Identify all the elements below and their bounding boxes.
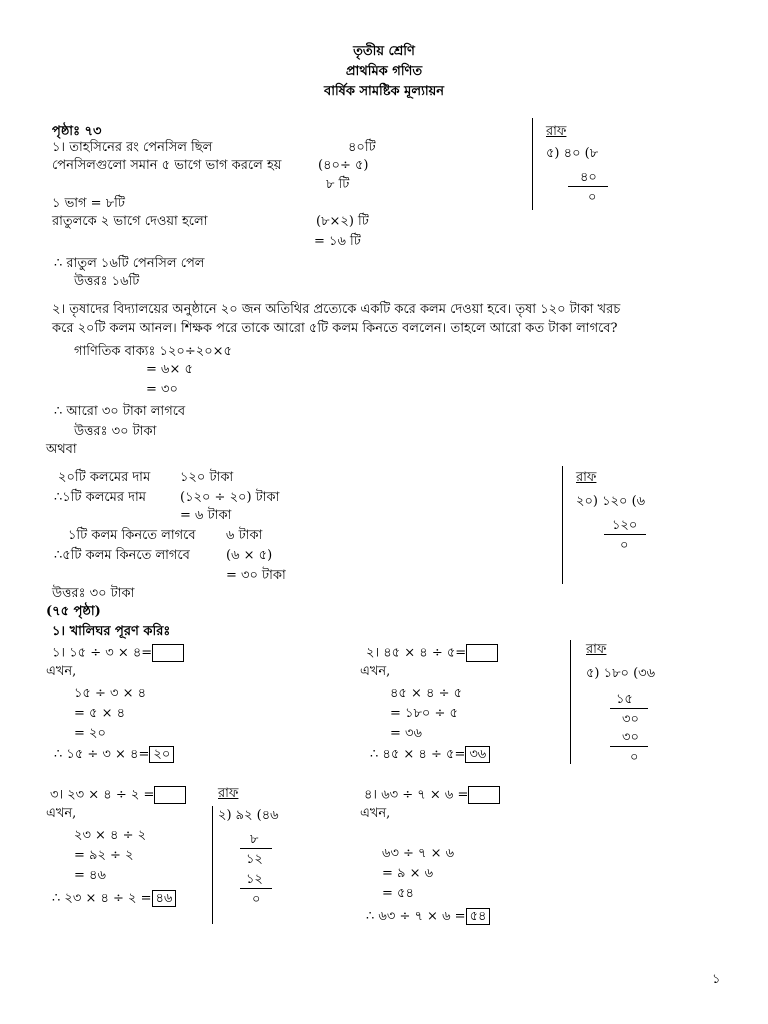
alt-line4-value: ৬ টাকা [226, 528, 263, 543]
rough1-rule [568, 186, 608, 187]
p3-answer-box-empty [154, 786, 186, 804]
p1-result-text: ∴ ১৫ ÷ ৩ × ৪= [54, 747, 150, 762]
q1-line4: রাতুলকে ২ ভাগে দেওয়া হলো [52, 214, 208, 229]
alt-line4-label: ১টি কলম কিনতে লাগবে [68, 528, 196, 543]
p3-now: এখন, [46, 806, 77, 821]
p2-now: এখন, [360, 664, 391, 679]
p2-step-1: ৪৫ × ৪ ÷ ৫ [390, 686, 463, 701]
alt-line1-label: ২০টি কলমের দাম [58, 470, 151, 485]
p4-now: এখন, [360, 806, 391, 821]
p2-result-text: ∴ ৪৫ × ৪ ÷ ৫= [370, 747, 466, 762]
q2-text-1: ২। তৃষাদের বিদ্যালয়ের অনুষ্ঠানে ২০ জন অতিথির প্রত্যেকে একটি করে কলম দেওয়া হবে। তৃষা ১২০ টাকা খরচ [52, 302, 621, 317]
rough4-bring-down: ১২ [246, 852, 263, 867]
rough1-divider [532, 118, 533, 210]
alt-line3: = ৬ টাকা [180, 508, 232, 523]
alt-line2-value: (১২০ ÷ ২০) টাকা [180, 490, 280, 505]
p2-question-text: ২। ৪৫ × ৪ ÷ ৫= [366, 645, 467, 661]
rough1-division: ৫) ৪০ (৮ [546, 146, 599, 161]
alt-line1-value: ১২০ টাকা [180, 470, 234, 485]
rough3-sub-2: ৩০ [622, 730, 639, 745]
rough4-rule-2 [240, 888, 272, 889]
rough3-sub-1: ১৫ [616, 692, 633, 707]
class-title: তৃতীয় শ্রেণি [353, 44, 415, 59]
q1-answer: উত্তরঃ ১৬টি [74, 274, 140, 289]
q1-line1: ১। তাহসিনের রং পেনসিল ছিল [52, 140, 213, 155]
q2-or: অথবা [46, 442, 77, 457]
assessment-title: বার্ষিক সামষ্টিক মূল্যায়ন [323, 84, 445, 99]
q2-step-1: = ৬× ৫ [146, 362, 193, 377]
p1-now: এখন, [46, 664, 77, 679]
p2-answer-box-empty [466, 644, 498, 662]
p3-result-text: ∴ ২৩ × ৪ ÷ ২ = [52, 891, 152, 906]
rough4-remainder: ০ [252, 892, 261, 907]
p4-step-3: = ৫৪ [382, 886, 414, 901]
p4-result [366, 908, 490, 925]
p1-step-1: ১৫ ÷ ৩ × ৪ [74, 686, 147, 701]
rough1-title: রাফ [546, 124, 567, 139]
rough1-subtract: ৪০ [580, 170, 597, 185]
p1-question [52, 644, 184, 662]
p3-result [52, 890, 176, 907]
q1-therefore: ∴ রাতুল ১৬টি পেনসিল পেল [54, 256, 205, 271]
rough4-sub-2: ১২ [246, 872, 263, 887]
p2-question [366, 644, 498, 662]
q1-line1-value: ৪০টি [348, 140, 376, 155]
p1-answer-box-empty [152, 644, 184, 662]
p1-step-2: = ৫ × ৪ [74, 706, 126, 721]
p3-question [50, 786, 186, 804]
alt-line5-label: ∴৫টি কলম কিনতে লাগবে [54, 548, 190, 563]
rough2-title: রাফ [576, 470, 597, 485]
q2-math-sentence: গাণিতিক বাক্যঃ ১২০÷২০×৫ [74, 344, 232, 359]
p4-question [364, 786, 500, 804]
p2-result [370, 746, 490, 763]
p4-result-text: ∴ ৬৩ ÷ ৭ × ৬ = [366, 909, 466, 924]
rough4-division: ২) ৯২ (৪৬ [218, 808, 279, 823]
p4-step-1: ৬৩ ÷ ৭ × ৬ [382, 846, 455, 861]
p2-answer-box: ৩৬ [465, 746, 490, 763]
rough4-rule-1 [240, 848, 272, 849]
p2-step-3: = ৩৬ [390, 726, 422, 741]
p4-step-2: = ৯ × ৬ [382, 866, 434, 881]
alt-answer: উত্তরঃ ৩০ টাকা [52, 586, 135, 601]
p2-step-2: = ১৮০ ÷ ৫ [390, 706, 458, 721]
section-75-title: (৭৫ পৃষ্ঠা) [46, 604, 101, 619]
rough4-divider [212, 806, 213, 924]
rough1-remainder: ০ [588, 190, 597, 205]
p4-question-text: ৪। ৬৩ ÷ ৭ × ৬ = [364, 787, 469, 803]
p1-step-3: = ২০ [74, 726, 106, 741]
q2-answer: উত্তরঃ ৩০ টাকা [74, 424, 157, 439]
rough3-division: ৫) ১৮০ (৩৬ [586, 666, 656, 681]
p3-step-3: = ৪৬ [74, 868, 106, 883]
rough3-bring-down: ৩০ [622, 712, 639, 727]
p4-answer-box-empty [468, 786, 500, 804]
rough4-sub-1: ৮ [250, 832, 259, 847]
alt-line5-value: (৬ × ৫) [226, 548, 273, 563]
q2-therefore: ∴ আরো ৩০ টাকা লাগবে [54, 404, 186, 419]
p3-question-text: ৩। ২৩ × ৪ ÷ ২ = [50, 787, 155, 803]
rough3-rule-2 [610, 746, 648, 747]
rough3-title: রাফ [586, 642, 607, 657]
rough2-divider [562, 466, 563, 584]
rough3-rule-1 [610, 708, 648, 709]
p3-answer-box: ৪৬ [152, 890, 177, 907]
rough4-title: রাফ [218, 786, 239, 801]
q1-line3: ১ ভাগ = ৮টি [52, 196, 125, 211]
rough2-subtract: ১২০ [612, 518, 638, 533]
rough3-divider [570, 640, 571, 764]
p3-step-2: = ৯২ ÷ ২ [74, 848, 134, 863]
q1-line4-expr: (৮×২) টি [316, 214, 369, 229]
alt-line2-label: ∴১টি কলমের দাম [54, 490, 146, 505]
q1-line2-result: ৮ টি [326, 177, 350, 192]
page-reference: পৃষ্ঠাঃ ৭৩ [52, 124, 102, 139]
p3-step-1: ২৩ × ৪ ÷ ২ [74, 828, 147, 843]
subject-title: প্রাথমিক গণিত [345, 64, 423, 79]
p1-result [54, 746, 174, 763]
alt-line6: = ৩০ টাকা [226, 568, 286, 583]
page-number: ১ [712, 972, 721, 987]
rough2-division: ২০) ১২০ (৬ [576, 494, 646, 509]
p1-answer-box: ২০ [149, 746, 174, 763]
q1-line2: পেনসিলগুলো সমান ৫ ভাগে ভাগ করলে হয় [52, 158, 282, 173]
q1-line2-expr: (৪০÷ ৫) [318, 158, 369, 173]
section-75-instruction: ১। খালিঘর পূরণ করিঃ [52, 624, 171, 639]
rough2-remainder: ০ [620, 538, 629, 553]
q2-step-2: = ৩০ [146, 382, 178, 397]
rough3-remainder: ০ [630, 750, 639, 765]
rough2-rule [604, 534, 646, 535]
p1-question-text: ১। ১৫ ÷ ৩ × ৪= [52, 645, 153, 661]
q2-text-2: করে ২০টি কলম আনল। শিক্ষক পরে তাকে আরো ৫টি কলম কিনতে বললেন। তাহলে আরো কত টাকা লাগবে? [52, 321, 618, 336]
p4-answer-box: ৫৪ [466, 908, 491, 925]
q1-line4-result: = ১৬ টি [314, 234, 361, 249]
